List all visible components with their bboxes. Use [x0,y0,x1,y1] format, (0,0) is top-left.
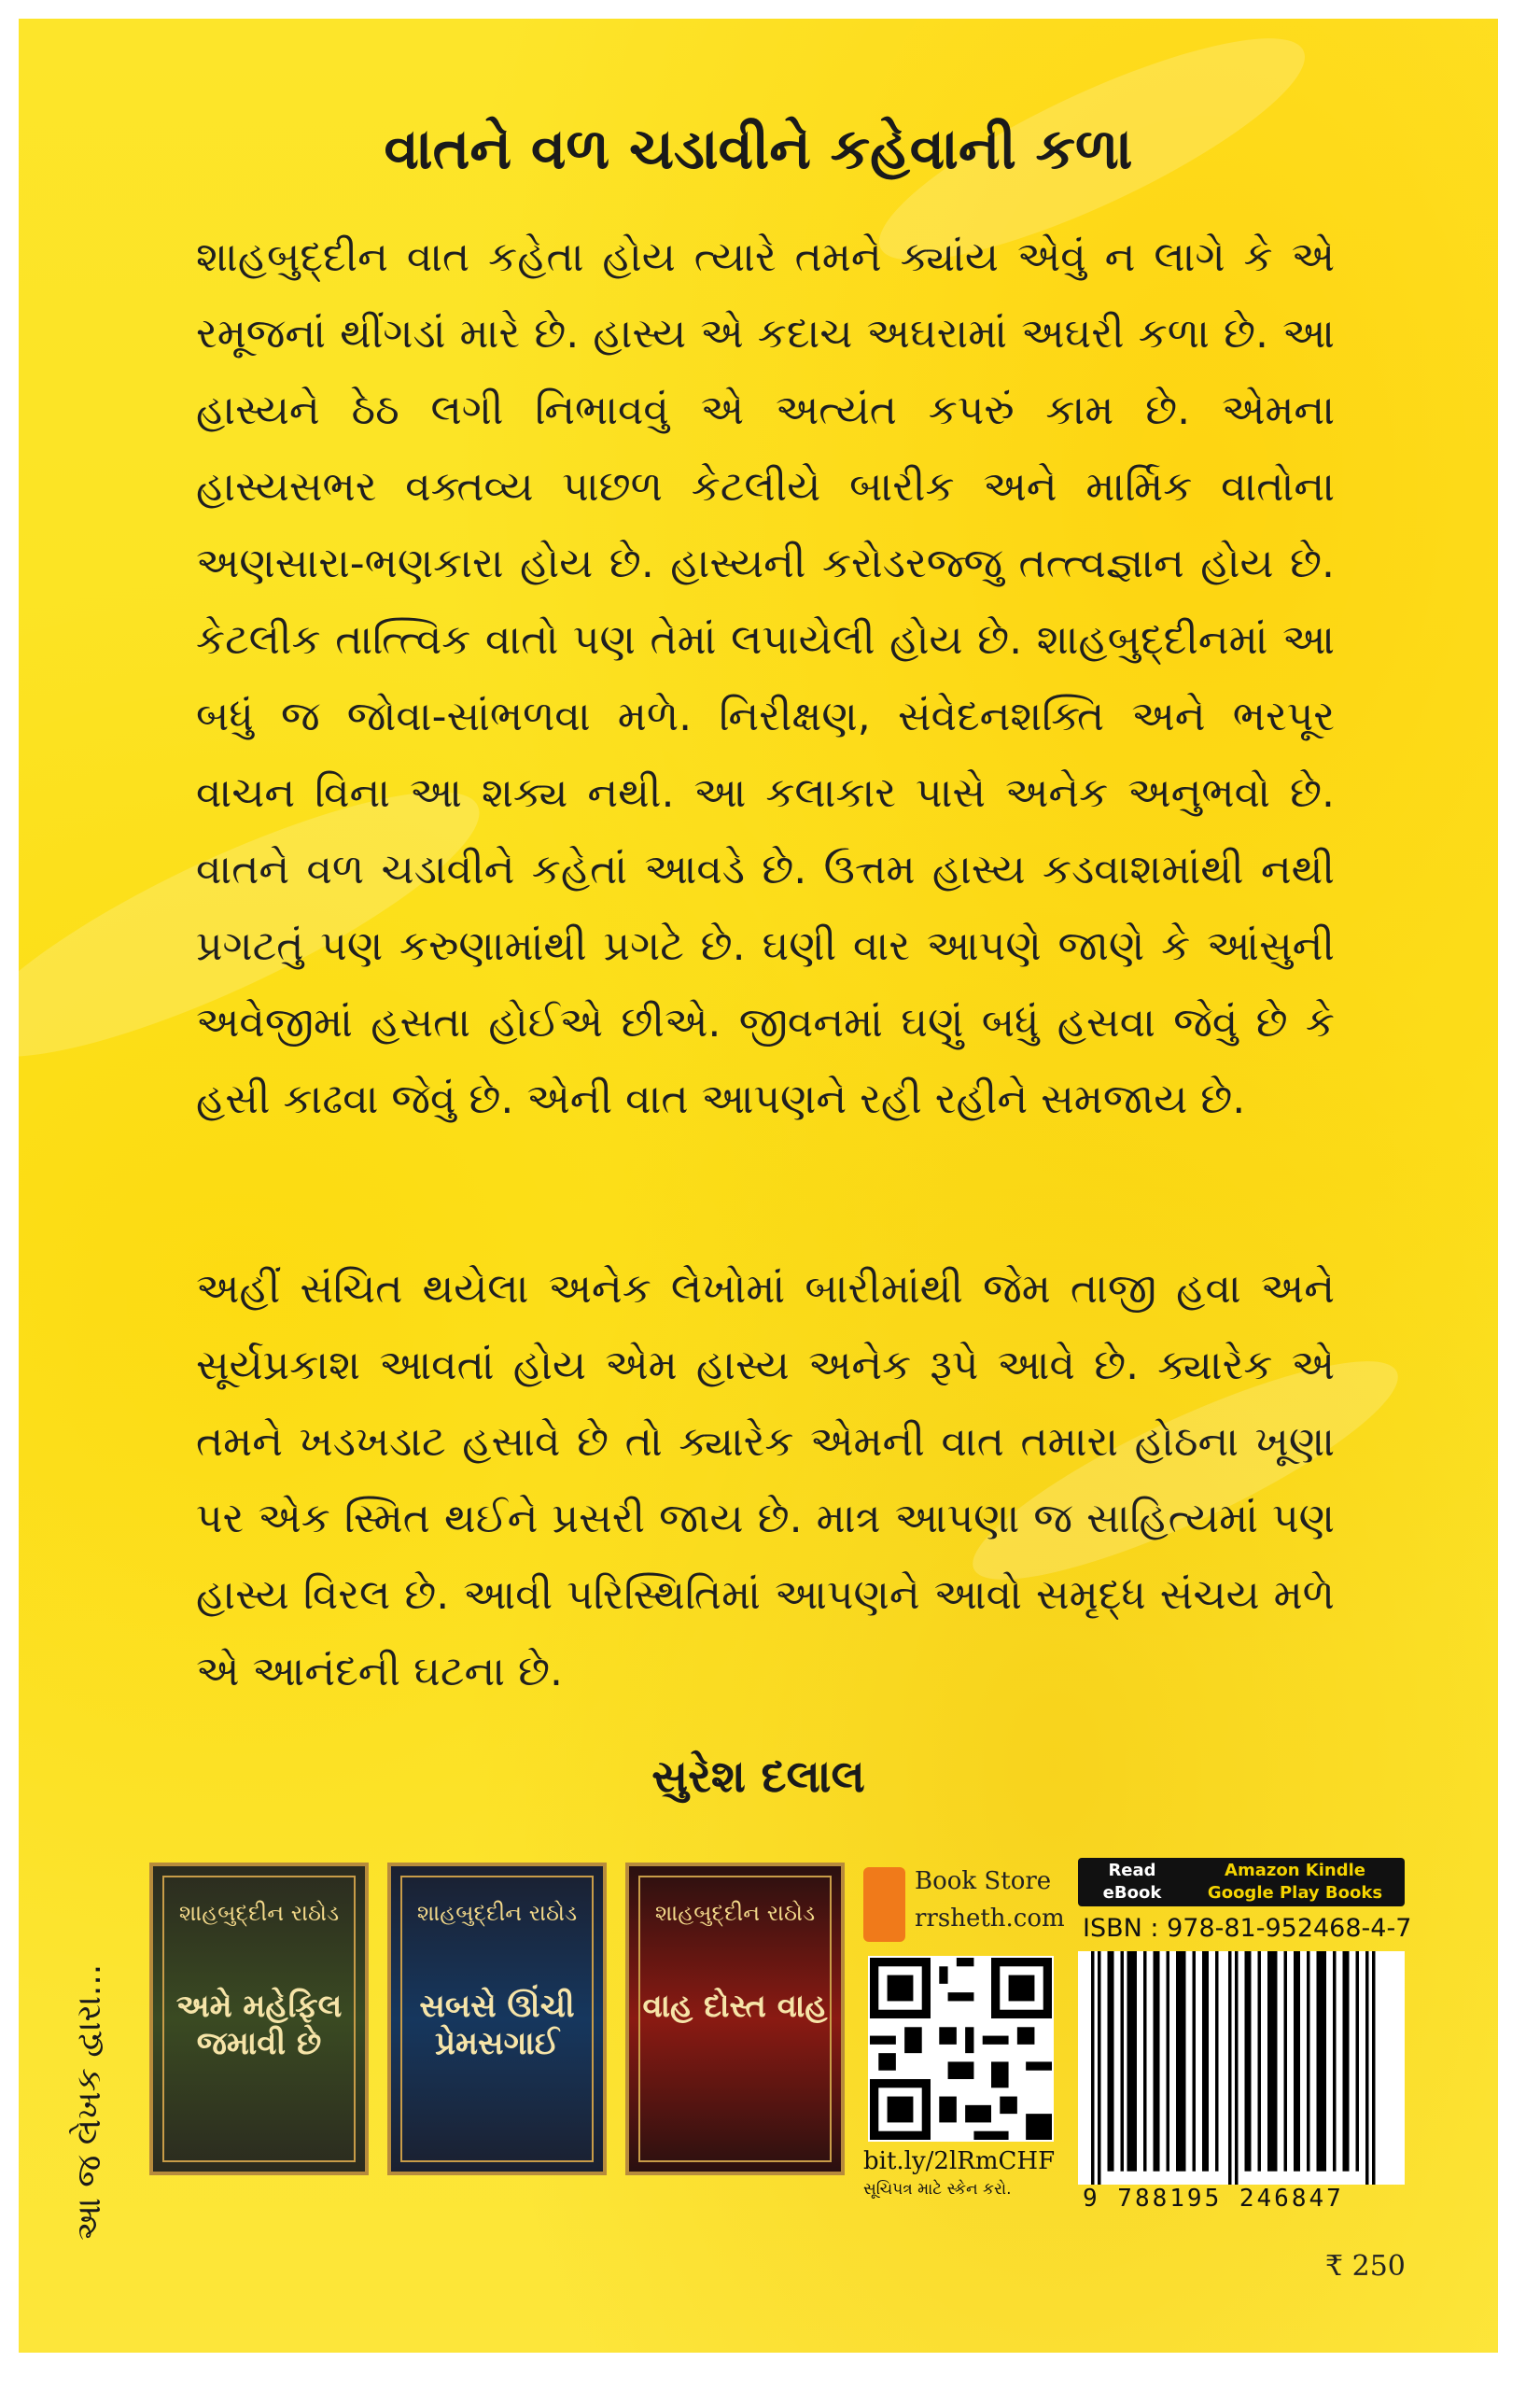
book-author: શાહબુદ્દીન રાઠોડ [178,1900,340,1926]
blurb-paragraph-1: શાહબુદ્દીન વાત કહેતા હોય ત્યારે તમને ક્યાંય એવું ન લાગે કે એ રમૂજનાં થીંગડાં મારે છે. હાસ્ય એ કદાચ અઘરામાં અઘરી કળા છે. આ હાસ્યને ઠેઠ લગી નિભાવવું એ અત્યંત કપરું કામ છે. એમના હાસ્યસભર વક્તવ્ય પાછળ કેટલીયે બારીક અને માર્મિક વાતોના અણસારા-ભણકારા હોય છે. હાસ્યની કરોડરજ્જુ તત્ત્વજ્ઞાન હોય છે. કેટલીક તાત્ત્વિક વાતો પણ તેમાં લપાયેલી હોય છે. શાહબુદ્દીનમાં આ બધું જ જોવા-સાંભળવા મળે. નિરીક્ષણ, સંવેદનશક્તિ અને ભરપૂર વાચન વિના આ શક્ય નથી. આ કલાકાર પાસે અનેક અનુભવો છે. વાતને વળ ચડાવીને કહેતાં આવડે છે. ઉત્તમ હાસ્ય કડવાશમાંથી નથી પ્રગટતું પણ કરુણામાંથી પ્રગટે છે. ઘણી વાર આપણે જાણે કે આંસુની અવેજીમાં હસતા હોઈએ છીએ. જીવનમાં ઘણું બધું હસવા જેવું છે કે હસી કાઢવા જેવું છે. એની વાત આપણને રહી રહીને સમજાય છે. [196,233,1335,1123]
book-author: શાહબુદ્દીન રાઠોડ [654,1900,816,1926]
book-thumbnail-1 [149,1863,369,2175]
ebook-platforms: Amazon Kindle Google Play Books [1207,1861,1383,1903]
same-author-caption: આ જ લેખક દ્વારા... [70,1963,108,2241]
read-ebook-label: Read eBook [1102,1861,1162,1903]
store-url: rrsheth.com [915,1905,1065,1933]
price: ₹ 250 [1325,2250,1406,2283]
cover-heading: વાતને વળ ચડાવીને કહેવાની કળા [384,117,1133,182]
qr-code-icon [868,1956,1054,2142]
barcode-icon [1078,1951,1405,2185]
book-title: સબસે ઊંચી પ્રેમસગાઈ [419,1988,575,2062]
blurb-author: સુરેશ દલાલ [651,1750,865,1803]
blurb-paragraph-2: અહીં સંચિત થયેલા અનેક લેખોમાં બારીમાંથી જેમ તાજી હવા અને સૂર્યપ્રકાશ આવતાં હોય એમ હાસ્ય અનેક રૂપે આવે છે. ક્યારેક એ તમને ખડખડાટ હસાવે છે તો ક્યારેક એમની વાત તમારા હોઠના ખૂણા પર એક સ્મિત થઈને પ્રસરી જાય છે. માત્ર આપણા જ સાહિત્યમાં પણ હાસ્ય વિરલ છે. આવી પરિસ્થિતિમાં આપણને આવો સમૃદ્ધ સંચય મળે એ આનંદની ઘટના છે. [196,1265,1335,1695]
book-title: અમે મહેફિલ જમાવી છે [175,1988,343,2062]
store-line-1: Book Store [915,1867,1052,1895]
qr-note: સૂચિપત્ર માટે સ્કેન કરો. [863,2180,1012,2199]
publisher-logo-icon [863,1867,905,1942]
ebook-banner [1078,1858,1405,1906]
isbn: ISBN : 978-81-952468-4-7 [1083,1914,1412,1943]
book-title: વાહ દોસ્ત વાહ [642,1988,828,2025]
qr-link: bit.ly/2lRmCHF [863,2147,1056,2175]
book-thumbnail-3 [625,1863,845,2175]
book-author: શાહબુદ્દીન રાઠોડ [416,1900,578,1926]
bookstore-label [863,1863,1073,1947]
book-thumbnail-2 [387,1863,607,2175]
back-cover [19,19,1498,2353]
barcode-number: 9 788195 246847 [1083,2185,1344,2213]
